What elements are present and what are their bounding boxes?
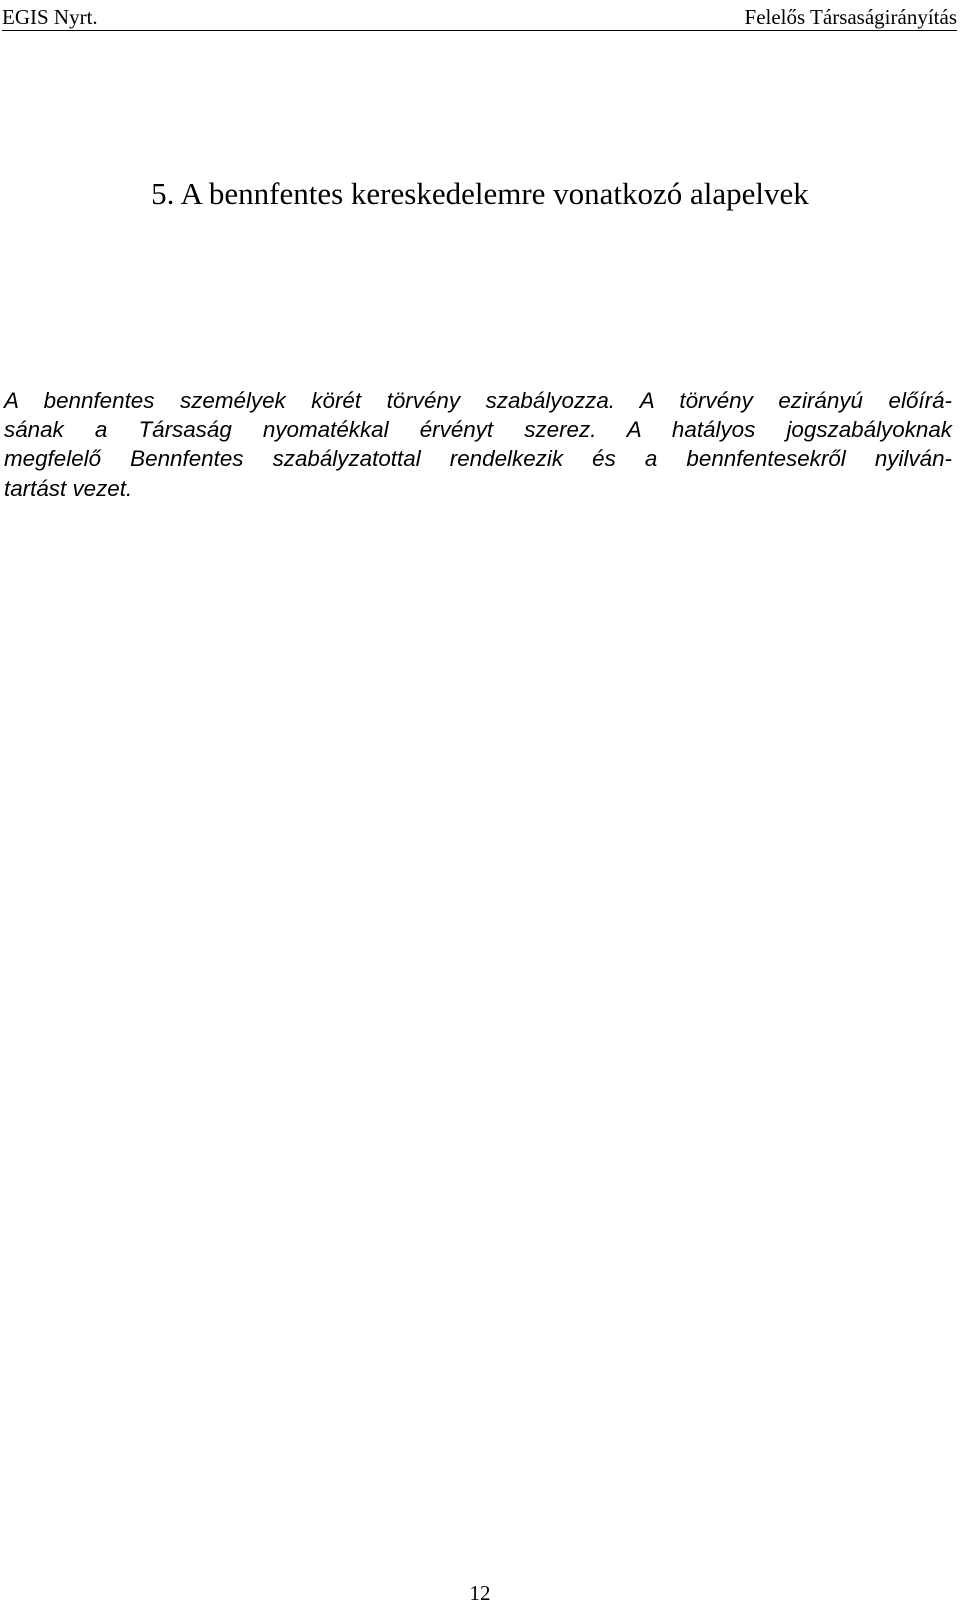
- paragraph-line: A bennfentes személyek körét törvény szabályozza. A törvény ezirányú előírá-: [4, 388, 952, 413]
- body-paragraph: [4, 386, 952, 503]
- header-document-title: Felelős Társaságirányítás: [744, 5, 957, 29]
- running-header: [2, 4, 957, 31]
- paragraph-line: tartást vezet.: [4, 475, 133, 501]
- paragraph-line: megfelelő Bennfentes szabályzatottal rendelkezik és a bennfentesekről nyilván-: [4, 446, 952, 472]
- page-number: 12: [469, 1581, 491, 1605]
- section-title: 5. A bennfentes kereskedelemre vonatkozó alapelvek: [151, 176, 809, 211]
- header-company-name: EGIS Nyrt.: [2, 5, 98, 29]
- paragraph-line: sának a Társaság nyomatékkal érvényt szerez. A hatályos jogszabályoknak: [4, 417, 952, 443]
